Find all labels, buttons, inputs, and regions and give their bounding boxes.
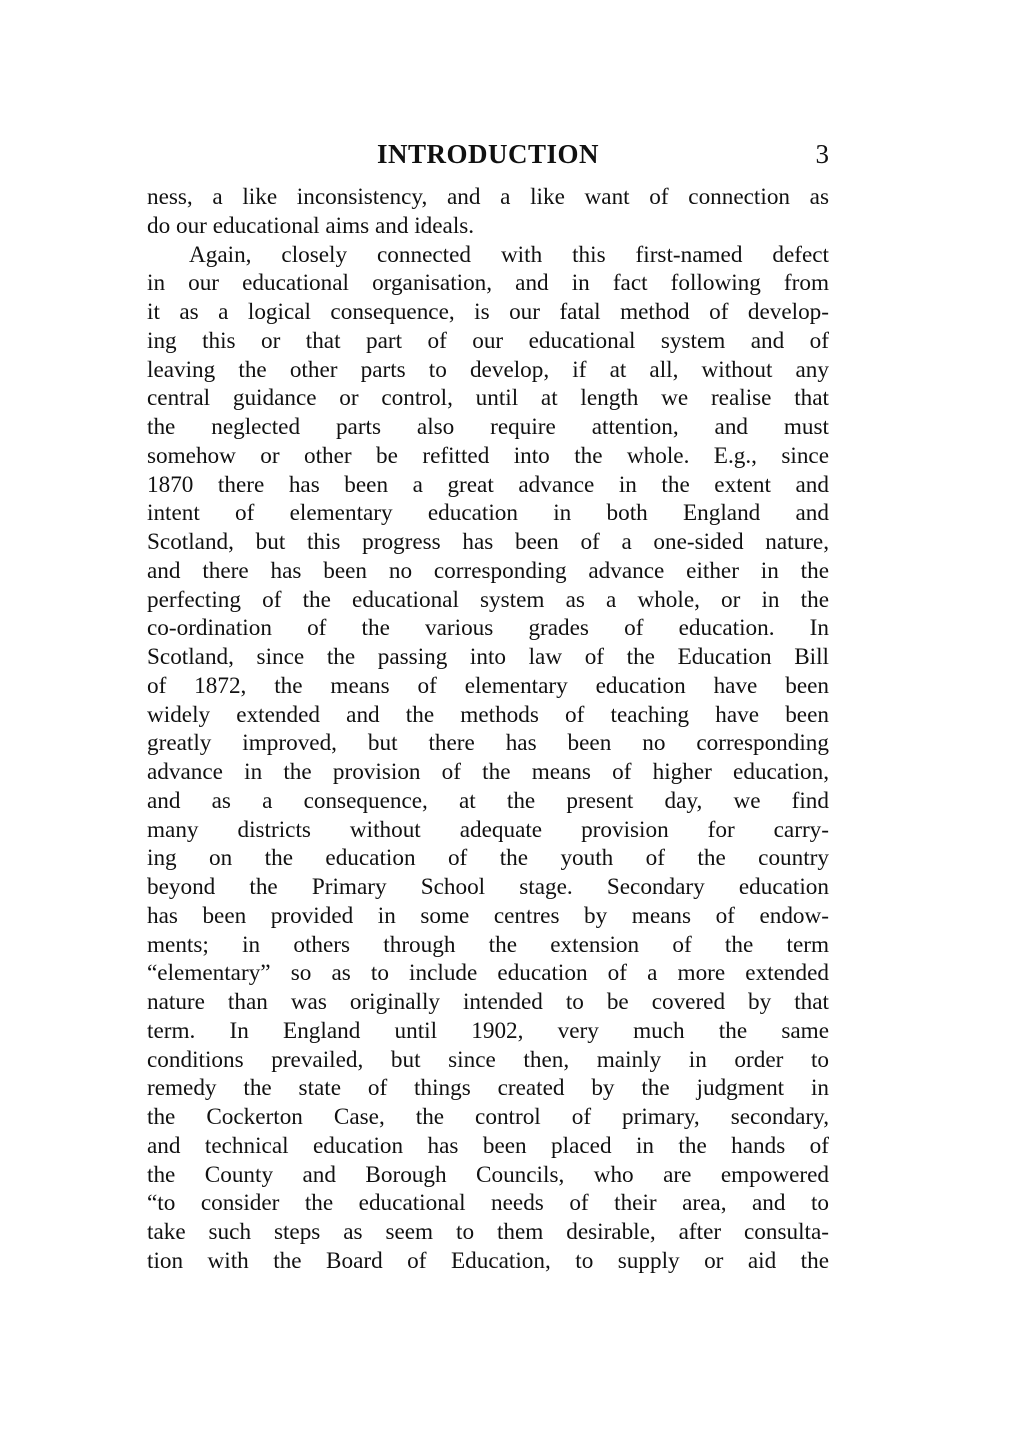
text-line: the neglected parts also require attention, and must [147, 414, 829, 440]
text-line: of 1872, the means of elementary education have been [147, 672, 829, 699]
text-line: ing on the education of the youth of the country [147, 845, 829, 872]
text-line: in our educational organisation, and in fact following from [147, 270, 829, 297]
text-line: has been provided in some centres by means of endow- [147, 902, 829, 929]
text-line: “elementary” so as to include education of a more extended [147, 960, 829, 987]
text-line: co-ordination of the various grades of education. In [147, 615, 829, 642]
text-line: advance in the provision of the means of higher education, [147, 759, 829, 785]
text-line: tion with the Board of Education, to supply or aid the [147, 1247, 829, 1274]
text-line: take such steps as seem to them desirable, after consulta- [147, 1219, 829, 1245]
text-line: intent of elementary education in both England and [147, 500, 829, 527]
body-text [147, 183, 829, 1276]
text-line: leaving the other parts to develop, if at all, without any [147, 356, 829, 383]
text-line: ments; in others through the extension of the term [147, 931, 829, 958]
text-line: central guidance or control, until at length we realise that [147, 385, 829, 412]
text-line: Again, closely connected with this first-named defect [189, 241, 829, 268]
text-line: beyond the Primary School stage. Secondary education [147, 874, 829, 900]
text-line: and as a consequence, at the present day, we find [147, 787, 829, 814]
text-line: remedy the state of things created by the judgment in [147, 1075, 829, 1102]
text-line: somehow or other be refitted into the whole. E.g., since [147, 442, 829, 469]
chapter-title: INTRODUCTION [376, 139, 600, 169]
text-line: Scotland, but this progress has been of a one-sided nature, [147, 529, 829, 555]
text-line: the County and Borough Councils, who are empowered [147, 1161, 829, 1188]
text-line: “to consider the educational needs of their area, and to [147, 1190, 829, 1217]
text-line: ness, a like inconsistency, and a like want of connection as [147, 184, 829, 210]
text-line: many districts without adequate provision for carry- [147, 816, 829, 843]
text-line: term. In England until 1902, very much the same [147, 1017, 829, 1044]
text-line: ing this or that part of our educational system and of [147, 327, 829, 354]
text-line: 1870 there has been a great advance in the extent and [147, 471, 829, 498]
text-line: and there has been no corresponding advance either in the [147, 557, 829, 584]
text-line: widely extended and the methods of teaching have been [147, 701, 829, 728]
text-line: the Cockerton Case, the control of primary, secondary, [147, 1104, 829, 1130]
page-number: 3 [815, 139, 829, 169]
text-line: Scotland, since the passing into law of the Education Bill [147, 644, 829, 670]
text-line: and technical education has been placed in the hands of [147, 1132, 829, 1159]
text-line: conditions prevailed, but since then, mainly in order to [147, 1046, 829, 1073]
text-line: it as a logical consequence, is our fatal method of develop- [147, 299, 829, 325]
text-line: perfecting of the educational system as a whole, or in the [147, 586, 829, 613]
running-head [147, 134, 829, 174]
text-line: do our educational aims and ideals. [147, 212, 475, 239]
text-line: nature than was originally intended to be covered by that [147, 989, 829, 1015]
text-line: greatly improved, but there has been no corresponding [147, 730, 829, 757]
